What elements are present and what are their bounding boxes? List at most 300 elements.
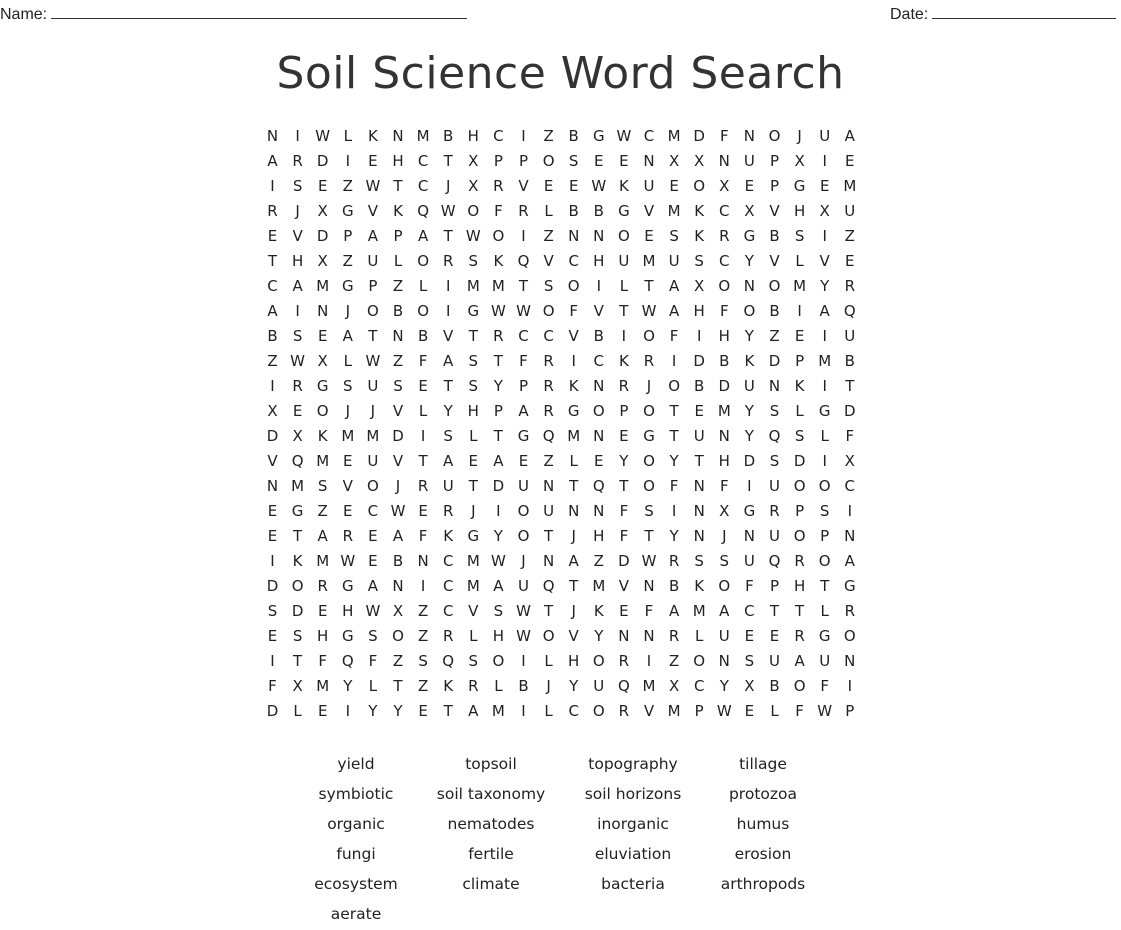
grid-letter[interactable]: A <box>844 127 855 145</box>
grid-letter[interactable]: B <box>844 352 855 370</box>
grid-letter[interactable]: N <box>718 152 730 170</box>
grid-letter[interactable]: T <box>443 702 453 720</box>
grid-letter[interactable]: E <box>619 152 629 170</box>
grid-letter[interactable]: G <box>843 577 856 595</box>
grid-letter[interactable]: W <box>365 352 381 370</box>
grid-letter[interactable]: X <box>267 402 278 420</box>
grid-letter[interactable]: E <box>368 152 378 170</box>
grid-letter[interactable]: M <box>366 427 380 445</box>
grid-letter[interactable]: S <box>694 552 704 570</box>
grid-letter[interactable]: O <box>567 277 580 295</box>
grid-letter[interactable]: G <box>517 427 530 445</box>
grid-letter[interactable]: U <box>743 552 755 570</box>
grid-letter[interactable]: Y <box>719 677 729 695</box>
grid-letter[interactable]: E <box>267 527 278 545</box>
grid-letter[interactable]: Y <box>594 627 604 645</box>
grid-letter[interactable]: Z <box>417 627 429 645</box>
grid-letter[interactable]: E <box>644 227 654 245</box>
grid-letter[interactable]: O <box>542 302 555 320</box>
grid-letter[interactable]: T <box>293 652 303 670</box>
grid-letter[interactable]: F <box>795 702 804 720</box>
grid-letter[interactable]: M <box>843 177 857 195</box>
grid-letter[interactable]: G <box>291 502 304 520</box>
grid-letter[interactable]: X <box>668 152 680 170</box>
grid-letter[interactable]: X <box>744 677 755 695</box>
grid-letter[interactable]: K <box>443 677 454 695</box>
grid-letter[interactable]: T <box>569 577 579 595</box>
grid-letter[interactable]: T <box>694 452 704 470</box>
grid-letter[interactable]: Y <box>744 252 754 270</box>
grid-letter[interactable]: S <box>418 652 428 670</box>
grid-letter[interactable]: M <box>793 277 807 295</box>
grid-letter[interactable]: C <box>568 252 579 270</box>
grid-letter[interactable]: M <box>567 427 581 445</box>
grid-letter[interactable]: G <box>743 227 756 245</box>
grid-letter[interactable]: C <box>442 602 454 620</box>
grid-letter[interactable]: R <box>794 627 805 645</box>
grid-letter[interactable]: R <box>267 202 278 220</box>
grid-letter[interactable]: S <box>267 602 278 620</box>
grid-letter[interactable]: E <box>267 627 278 645</box>
grid-letter[interactable]: J <box>370 402 376 420</box>
grid-letter[interactable]: S <box>343 377 353 395</box>
grid-letter[interactable]: E <box>418 702 428 720</box>
grid-letter[interactable]: P <box>343 227 353 245</box>
grid-letter[interactable]: O <box>592 702 605 720</box>
grid-letter[interactable]: O <box>517 527 530 545</box>
grid-letter[interactable]: L <box>795 252 804 270</box>
grid-letter[interactable]: A <box>518 402 529 420</box>
grid-letter[interactable]: F <box>619 527 629 545</box>
grid-letter[interactable]: V <box>769 202 780 220</box>
grid-letter[interactable]: B <box>719 352 730 370</box>
grid-letter[interactable]: Y <box>619 452 629 470</box>
grid-letter[interactable]: R <box>543 352 554 370</box>
grid-letter[interactable]: Z <box>543 452 554 470</box>
grid-letter[interactable]: O <box>617 227 630 245</box>
grid-letter[interactable]: O <box>417 302 429 320</box>
grid-letter[interactable]: D <box>793 452 806 470</box>
grid-letter[interactable]: N <box>317 302 329 320</box>
grid-letter[interactable]: O <box>366 302 379 320</box>
grid-letter[interactable]: J <box>722 527 727 545</box>
grid-letter[interactable]: P <box>769 152 780 170</box>
grid-letter[interactable]: Z <box>543 227 554 245</box>
grid-letter[interactable]: Q <box>442 652 455 670</box>
grid-letter[interactable]: N <box>568 502 580 520</box>
grid-letter[interactable]: Z <box>769 327 780 345</box>
grid-letter[interactable]: C <box>417 152 429 170</box>
grid-letter[interactable]: I <box>521 227 526 245</box>
grid-letter[interactable]: U <box>593 677 605 695</box>
grid-letter[interactable]: M <box>592 577 606 595</box>
grid-letter[interactable]: M <box>316 677 330 695</box>
grid-letter[interactable]: L <box>770 702 779 720</box>
grid-letter[interactable]: V <box>769 252 780 270</box>
grid-letter[interactable]: O <box>592 652 605 670</box>
grid-letter[interactable]: M <box>642 677 656 695</box>
grid-letter[interactable]: F <box>644 602 654 620</box>
grid-letter[interactable]: P <box>769 177 780 195</box>
grid-letter[interactable]: J <box>345 402 351 420</box>
grid-letter[interactable]: Y <box>744 327 754 345</box>
grid-letter[interactable]: A <box>392 527 404 545</box>
grid-letter[interactable]: Y <box>393 702 403 720</box>
grid-letter[interactable]: O <box>693 652 706 670</box>
grid-letter[interactable]: J <box>571 602 576 620</box>
grid-letter[interactable]: E <box>543 177 554 195</box>
grid-letter[interactable]: O <box>768 277 781 295</box>
grid-letter[interactable]: E <box>744 177 755 195</box>
grid-letter[interactable]: G <box>341 202 354 220</box>
grid-letter[interactable]: M <box>466 577 480 595</box>
grid-letter[interactable]: G <box>341 627 354 645</box>
grid-letter[interactable]: Z <box>342 177 353 195</box>
grid-letter[interactable]: W <box>365 177 381 195</box>
grid-letter[interactable]: S <box>794 227 805 245</box>
grid-letter[interactable]: K <box>694 202 705 220</box>
grid-letter[interactable]: I <box>420 577 426 595</box>
grid-letter[interactable]: F <box>268 677 277 695</box>
grid-letter[interactable]: C <box>719 202 730 220</box>
grid-letter[interactable]: I <box>747 477 752 495</box>
grid-letter[interactable]: H <box>718 452 730 470</box>
grid-letter[interactable]: X <box>668 677 680 695</box>
grid-letter[interactable]: N <box>568 227 580 245</box>
grid-letter[interactable]: C <box>593 352 605 370</box>
grid-letter[interactable]: S <box>292 627 303 645</box>
grid-letter[interactable]: B <box>769 302 780 320</box>
grid-letter[interactable]: B <box>568 127 579 145</box>
grid-letter[interactable]: R <box>342 527 354 545</box>
grid-letter[interactable]: I <box>521 652 526 670</box>
grid-letter[interactable]: A <box>668 277 680 295</box>
grid-letter[interactable]: R <box>442 252 454 270</box>
grid-letter[interactable]: A <box>568 552 579 570</box>
grid-letter[interactable]: H <box>492 627 505 645</box>
grid-letter[interactable]: T <box>619 302 629 320</box>
grid-letter[interactable]: L <box>343 127 352 145</box>
grid-letter[interactable]: E <box>518 452 529 470</box>
grid-letter[interactable]: T <box>644 277 654 295</box>
grid-letter[interactable]: H <box>568 652 580 670</box>
grid-letter[interactable]: M <box>667 202 681 220</box>
grid-letter[interactable]: R <box>618 377 630 395</box>
grid-letter[interactable]: A <box>417 227 429 245</box>
grid-letter[interactable]: O <box>668 377 680 395</box>
grid-letter[interactable]: M <box>818 352 832 370</box>
grid-letter[interactable]: E <box>619 427 629 445</box>
grid-letter[interactable]: E <box>694 402 704 420</box>
grid-letter[interactable]: K <box>292 552 303 570</box>
grid-letter[interactable]: E <box>368 552 378 570</box>
grid-letter[interactable]: O <box>643 452 655 470</box>
grid-letter[interactable]: O <box>291 577 304 595</box>
grid-letter[interactable]: I <box>270 652 275 670</box>
grid-letter[interactable]: O <box>843 627 856 645</box>
grid-letter[interactable]: C <box>719 252 730 270</box>
grid-letter[interactable]: R <box>543 402 554 420</box>
grid-letter[interactable]: Y <box>493 527 503 545</box>
grid-letter[interactable]: E <box>368 527 378 545</box>
grid-letter[interactable]: M <box>341 427 355 445</box>
grid-letter[interactable]: U <box>769 527 780 545</box>
grid-letter[interactable]: C <box>844 477 856 495</box>
grid-letter[interactable]: R <box>769 502 780 520</box>
grid-letter[interactable]: A <box>443 452 454 470</box>
grid-letter[interactable]: R <box>618 652 630 670</box>
grid-letter[interactable]: B <box>518 677 529 695</box>
grid-letter[interactable]: T <box>544 527 554 545</box>
grid-letter[interactable]: M <box>717 402 731 420</box>
grid-letter[interactable]: Y <box>343 677 353 695</box>
grid-letter[interactable]: F <box>368 652 378 670</box>
grid-letter[interactable]: T <box>393 677 403 695</box>
grid-letter[interactable]: E <box>845 152 855 170</box>
grid-letter[interactable]: U <box>819 652 831 670</box>
grid-letter[interactable]: J <box>471 502 476 520</box>
grid-letter[interactable]: W <box>716 702 732 720</box>
grid-letter[interactable]: D <box>718 377 731 395</box>
grid-letter[interactable]: W <box>591 177 607 195</box>
grid-letter[interactable]: V <box>342 477 353 495</box>
grid-letter[interactable]: E <box>744 627 755 645</box>
grid-letter[interactable]: O <box>793 527 806 545</box>
grid-letter[interactable]: P <box>795 352 805 370</box>
grid-letter[interactable]: W <box>516 302 531 320</box>
grid-letter[interactable]: E <box>769 627 780 645</box>
grid-letter[interactable]: U <box>442 477 454 495</box>
grid-letter[interactable]: R <box>794 552 805 570</box>
grid-letter[interactable]: A <box>844 552 855 570</box>
grid-letter[interactable]: R <box>618 702 630 720</box>
grid-letter[interactable]: N <box>417 552 429 570</box>
grid-letter[interactable]: N <box>618 627 630 645</box>
grid-letter[interactable]: N <box>693 527 705 545</box>
grid-letter[interactable]: Y <box>493 377 503 395</box>
grid-letter[interactable]: U <box>718 627 730 645</box>
grid-letter[interactable]: K <box>694 227 705 245</box>
grid-letter[interactable]: T <box>795 602 805 620</box>
grid-letter[interactable]: S <box>543 277 554 295</box>
grid-letter[interactable]: T <box>393 177 403 195</box>
grid-letter[interactable]: J <box>295 202 300 220</box>
grid-letter[interactable]: Y <box>669 452 679 470</box>
grid-letter[interactable]: E <box>794 327 805 345</box>
grid-letter[interactable]: R <box>442 627 454 645</box>
grid-letter[interactable]: B <box>392 552 404 570</box>
grid-letter[interactable]: E <box>418 502 428 520</box>
grid-letter[interactable]: U <box>518 577 529 595</box>
grid-letter[interactable]: O <box>392 627 404 645</box>
grid-letter[interactable]: B <box>267 327 278 345</box>
grid-letter[interactable]: H <box>317 627 329 645</box>
grid-letter[interactable]: X <box>317 252 328 270</box>
grid-letter[interactable]: O <box>592 402 605 420</box>
grid-letter[interactable]: S <box>769 402 780 420</box>
grid-letter[interactable]: T <box>569 477 579 495</box>
grid-letter[interactable]: F <box>318 652 327 670</box>
grid-letter[interactable]: O <box>718 277 731 295</box>
grid-letter[interactable]: C <box>518 327 529 345</box>
grid-letter[interactable]: I <box>420 427 426 445</box>
grid-letter[interactable]: L <box>820 427 829 445</box>
grid-letter[interactable]: L <box>494 677 503 695</box>
grid-letter[interactable]: C <box>643 127 655 145</box>
grid-letter[interactable]: F <box>820 677 829 695</box>
grid-letter[interactable]: Q <box>617 677 630 695</box>
grid-letter[interactable]: V <box>392 452 404 470</box>
grid-letter[interactable]: E <box>819 177 830 195</box>
grid-letter[interactable]: V <box>543 252 554 270</box>
grid-letter[interactable]: L <box>469 627 478 645</box>
grid-letter[interactable]: H <box>793 577 806 595</box>
grid-letter[interactable]: C <box>744 602 755 620</box>
grid-letter[interactable]: T <box>644 527 654 545</box>
grid-letter[interactable]: E <box>343 452 353 470</box>
grid-letter[interactable]: R <box>543 377 554 395</box>
grid-letter[interactable]: U <box>668 252 680 270</box>
grid-letter[interactable]: I <box>847 677 853 695</box>
grid-letter[interactable]: N <box>266 477 279 495</box>
grid-letter[interactable]: K <box>367 127 378 145</box>
grid-letter[interactable]: E <box>292 402 303 420</box>
grid-letter[interactable]: K <box>593 602 604 620</box>
grid-letter[interactable]: V <box>367 202 379 220</box>
grid-letter[interactable]: A <box>668 302 680 320</box>
grid-letter[interactable]: W <box>290 352 306 370</box>
grid-letter[interactable]: Q <box>768 427 781 445</box>
grid-letter[interactable]: Q <box>542 577 555 595</box>
grid-letter[interactable]: D <box>266 702 279 720</box>
grid-letter[interactable]: P <box>493 152 503 170</box>
grid-letter[interactable]: N <box>266 127 279 145</box>
grid-letter[interactable]: S <box>694 252 704 270</box>
grid-letter[interactable]: G <box>618 202 630 220</box>
grid-letter[interactable]: N <box>743 127 755 145</box>
grid-letter[interactable]: T <box>293 527 303 545</box>
grid-letter[interactable]: U <box>367 252 379 270</box>
grid-letter[interactable]: L <box>544 702 553 720</box>
grid-letter[interactable]: Y <box>569 677 579 695</box>
grid-letter[interactable]: A <box>493 577 504 595</box>
grid-letter[interactable]: J <box>546 677 551 695</box>
grid-letter[interactable]: C <box>493 127 504 145</box>
grid-letter[interactable]: R <box>442 502 454 520</box>
grid-letter[interactable]: C <box>693 677 705 695</box>
grid-letter[interactable]: Z <box>417 677 429 695</box>
grid-letter[interactable]: R <box>719 227 730 245</box>
grid-letter[interactable]: N <box>693 477 705 495</box>
grid-letter[interactable]: D <box>291 602 304 620</box>
grid-letter[interactable]: R <box>668 627 680 645</box>
grid-letter[interactable]: E <box>317 602 328 620</box>
grid-letter[interactable]: K <box>618 352 629 370</box>
grid-letter[interactable]: O <box>316 402 329 420</box>
grid-letter[interactable]: H <box>392 152 404 170</box>
grid-letter[interactable]: R <box>643 352 655 370</box>
grid-letter[interactable]: T <box>368 327 378 345</box>
grid-letter[interactable]: H <box>291 252 304 270</box>
grid-letter[interactable]: M <box>416 127 430 145</box>
grid-letter[interactable]: D <box>743 452 756 470</box>
grid-letter[interactable]: H <box>593 527 605 545</box>
grid-letter[interactable]: P <box>769 577 780 595</box>
grid-letter[interactable]: K <box>317 427 328 445</box>
grid-letter[interactable]: D <box>492 477 505 495</box>
grid-letter[interactable]: G <box>793 177 806 195</box>
grid-letter[interactable]: Z <box>844 227 855 245</box>
grid-letter[interactable]: D <box>316 227 329 245</box>
grid-letter[interactable]: F <box>845 427 855 445</box>
grid-letter[interactable]: C <box>543 327 554 345</box>
grid-letter[interactable]: J <box>646 377 652 395</box>
grid-letter[interactable]: F <box>569 302 578 320</box>
grid-letter[interactable]: S <box>669 227 679 245</box>
grid-letter[interactable]: Q <box>592 477 605 495</box>
grid-letter[interactable]: E <box>317 327 328 345</box>
grid-letter[interactable]: P <box>493 402 503 420</box>
grid-letter[interactable]: E <box>317 702 328 720</box>
grid-letter[interactable]: N <box>392 327 404 345</box>
grid-letter[interactable]: O <box>542 152 555 170</box>
grid-letter[interactable]: V <box>292 227 303 245</box>
grid-letter[interactable]: P <box>518 152 529 170</box>
grid-letter[interactable]: G <box>316 377 329 395</box>
grid-letter[interactable]: M <box>466 552 480 570</box>
grid-letter[interactable]: H <box>718 327 730 345</box>
grid-letter[interactable]: D <box>316 152 329 170</box>
grid-letter[interactable]: I <box>696 327 702 345</box>
grid-letter[interactable]: W <box>490 552 506 570</box>
grid-letter[interactable]: X <box>819 202 830 220</box>
grid-letter[interactable]: F <box>719 302 729 320</box>
grid-letter[interactable]: A <box>267 302 278 320</box>
grid-letter[interactable]: E <box>343 502 353 520</box>
grid-letter[interactable]: T <box>443 377 453 395</box>
grid-letter[interactable]: V <box>443 327 454 345</box>
grid-letter[interactable]: T <box>493 352 503 370</box>
grid-letter[interactable]: I <box>571 352 576 370</box>
grid-letter[interactable]: A <box>493 452 504 470</box>
grid-letter[interactable]: L <box>418 402 428 420</box>
grid-letter[interactable]: U <box>367 377 379 395</box>
grid-letter[interactable]: Y <box>368 702 378 720</box>
grid-letter[interactable]: R <box>668 552 680 570</box>
grid-letter[interactable]: W <box>490 302 506 320</box>
grid-letter[interactable]: B <box>443 127 454 145</box>
grid-letter[interactable]: I <box>270 377 275 395</box>
grid-letter[interactable]: Z <box>668 652 680 670</box>
grid-letter[interactable]: U <box>618 252 630 270</box>
grid-letter[interactable]: K <box>568 377 579 395</box>
grid-letter[interactable]: S <box>744 652 755 670</box>
grid-letter[interactable]: M <box>316 452 330 470</box>
grid-letter[interactable]: W <box>440 202 456 220</box>
grid-letter[interactable]: L <box>619 277 629 295</box>
grid-letter[interactable]: R <box>493 327 504 345</box>
grid-letter[interactable]: Z <box>593 552 604 570</box>
grid-letter[interactable]: E <box>468 452 479 470</box>
grid-letter[interactable]: A <box>819 302 830 320</box>
grid-letter[interactable]: D <box>693 127 705 145</box>
grid-letter[interactable]: S <box>719 552 730 570</box>
grid-letter[interactable]: H <box>467 402 479 420</box>
grid-letter[interactable]: E <box>317 177 328 195</box>
grid-letter[interactable]: M <box>692 602 706 620</box>
grid-letter[interactable]: E <box>619 602 629 620</box>
grid-letter[interactable]: W <box>340 552 356 570</box>
